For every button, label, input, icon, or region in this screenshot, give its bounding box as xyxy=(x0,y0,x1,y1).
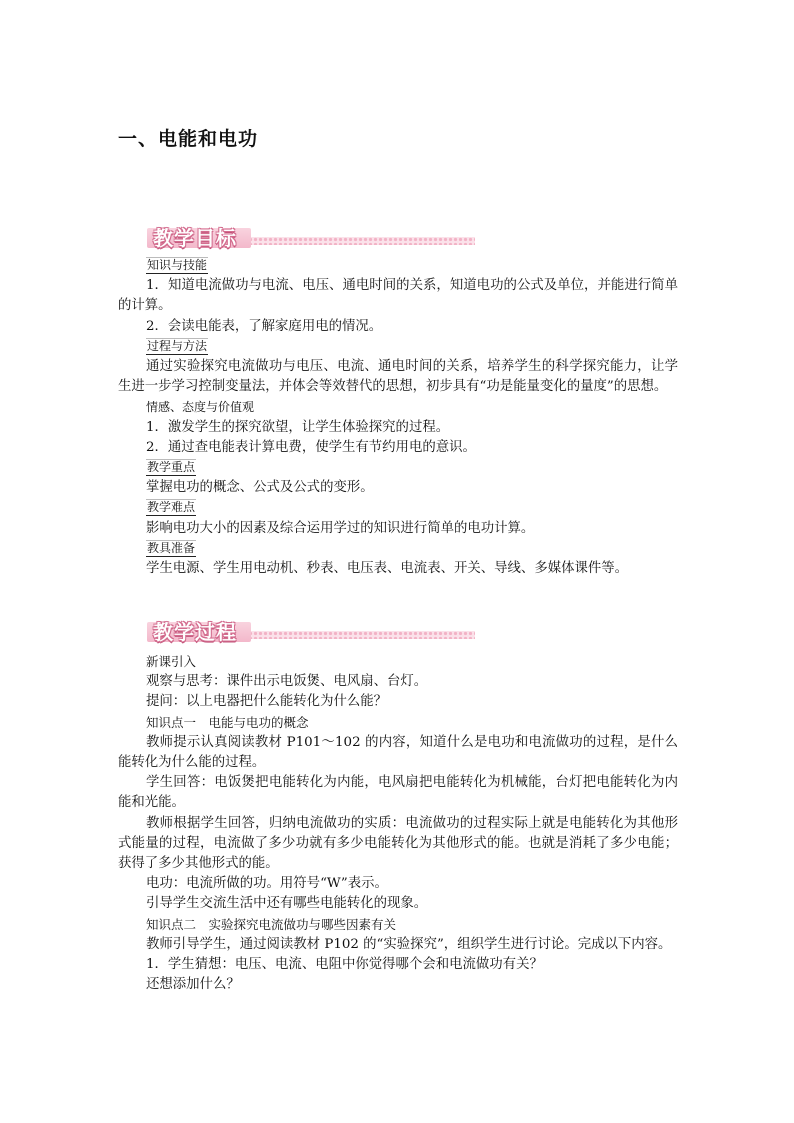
process-heading: 过程与方法 xyxy=(147,338,208,353)
emotion-heading: 情感、态度与价值观 xyxy=(146,400,255,415)
knowledge-item: 2．会读电能表，了解家庭用电的情况。 xyxy=(146,318,383,334)
process-line: 观察与思考：课件出示电饭煲、电风扇、台灯。 xyxy=(146,674,428,690)
difficult-point-text: 影响电功大小的因素及综合运用学过的知识进行简单的电功计算。 xyxy=(146,520,535,536)
key-point-text: 掌握电功的概念、公式及公式的变形。 xyxy=(146,480,374,496)
section-banner-objectives xyxy=(147,222,477,250)
key-point-heading: 教学重点 xyxy=(147,460,196,475)
emotion-item: 1．激发学生的探究欲望，让学生体验探究的过程。 xyxy=(146,419,450,435)
knowledge-point-heading: 知识点一 电能与电功的概念 xyxy=(146,714,309,730)
banner-title: 教学过程 xyxy=(153,620,237,644)
section-banner-process xyxy=(147,616,477,644)
process-text: 通过实验探究电流做功与电压、电流、通电时间的关系，培养学生的科学探究能力，让学生进一步学习控制变量法，并体会等效替代的思想，初步具有“功是能量变化的量度”的思想。 xyxy=(118,359,678,395)
process-line: 引导学生交流生活中还有哪些电能转化的现象。 xyxy=(146,896,428,912)
objectives-section xyxy=(118,256,678,579)
knowledge-item: 1．知道电流做功与电流、电压、通电时间的关系，知道电功的公式及单位，并能进行简单的计算。 xyxy=(118,278,678,314)
process-line: 教师根据学生回答，归纳电流做功的实质：电流做功的过程实际上就是电能转化为其他形式能量的过程，电流做了多少功就有多少电能转化为其他形式的能。也就是消耗了多少电能；获得了多少其他形式的能。 xyxy=(118,815,678,872)
banner-dotted-line xyxy=(243,631,475,639)
process-line: 电功：电流所做的功。用符号“W”表示。 xyxy=(146,876,388,892)
lesson-intro-heading: 新课引入 xyxy=(146,654,197,669)
process-section xyxy=(118,652,678,995)
knowledge-point-heading: 知识点二 实验探究电流做功与哪些因素有关 xyxy=(146,916,397,932)
teaching-tools-heading: 教具准备 xyxy=(147,540,196,555)
page-title: 一、电能和电功 xyxy=(118,128,259,150)
process-line: 还想添加什么？ xyxy=(146,977,240,993)
knowledge-heading: 知识与技能 xyxy=(147,258,208,272)
process-line: 教师提示认真阅读教材 P101～102 的内容，知道什么是电功和电流做功的过程，是什么能转化为什么能的过程。 xyxy=(118,734,678,771)
process-line: 教师引导学生，通过阅读教材 P102 的“实验探究”，组织学生进行讨论。完成以下内容。 xyxy=(146,936,672,952)
banner-title: 教学目标 xyxy=(153,226,237,250)
process-line: 提问：以上电器把什么能转化为什么能？ xyxy=(146,694,388,710)
teaching-tools-text: 学生电源、学生用电动机、秒表、电压表、电流表、开关、导线、多媒体课件等。 xyxy=(146,561,629,577)
process-line: 1．学生猜想：电压、电流、电阻中你觉得哪个会和电流做功有关？ xyxy=(146,957,543,973)
banner-dotted-line xyxy=(243,237,475,245)
difficult-point-heading: 教学难点 xyxy=(147,500,196,515)
process-line: 学生回答：电饭煲把电能转化为内能，电风扇把电能转化为机械能，台灯把电能转化为内能和光能。 xyxy=(118,775,678,811)
emotion-item: 2．通过查电能表计算电费，使学生有节约用电的意识。 xyxy=(146,439,476,455)
